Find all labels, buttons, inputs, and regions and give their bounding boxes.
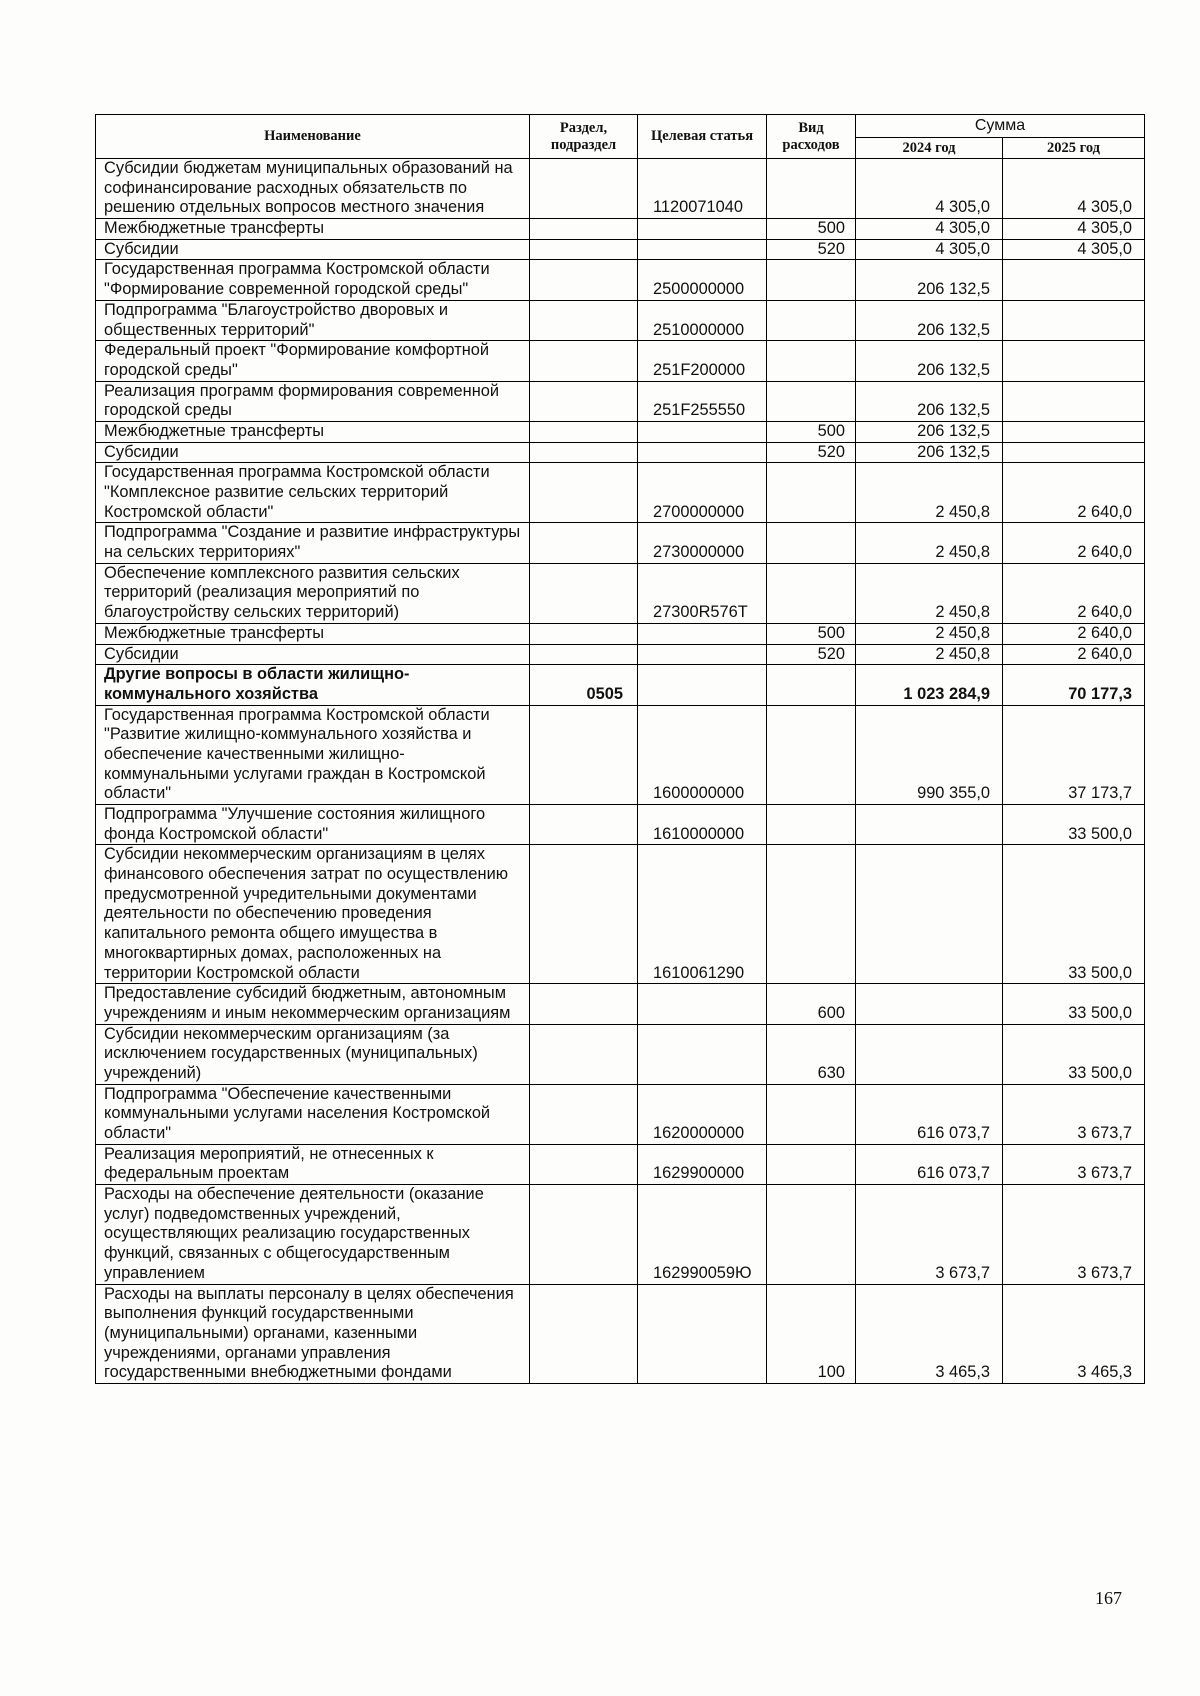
row-target-code xyxy=(638,623,767,644)
row-amount-2025 xyxy=(1003,442,1145,463)
row-expense-type xyxy=(767,300,856,340)
row-name: Межбюджетные трансферты xyxy=(96,219,530,240)
row-name: Подпрограмма "Обеспечение качественными коммунальными услугами населения Костромской области" xyxy=(96,1084,530,1144)
page-number: 167 xyxy=(1095,1588,1122,1608)
header-name: Наименование xyxy=(96,115,530,159)
row-amount-2024: 2 450,8 xyxy=(856,644,1003,665)
table-row xyxy=(96,463,1145,523)
row-expense-type xyxy=(767,665,856,705)
row-amount-2024: 616 073,7 xyxy=(856,1144,1003,1184)
row-amount-2024: 4 305,0 xyxy=(856,239,1003,260)
row-section xyxy=(530,1024,638,1084)
row-name: Межбюджетные трансферты xyxy=(96,623,530,644)
row-section xyxy=(530,1084,638,1144)
row-amount-2024: 616 073,7 xyxy=(856,1084,1003,1144)
table-row xyxy=(96,1024,1145,1084)
row-amount-2024: 2 450,8 xyxy=(856,463,1003,523)
row-name: Реализация мероприятий, не отнесенных к федеральным проектам xyxy=(96,1144,530,1184)
table-row xyxy=(96,523,1145,563)
row-amount-2025: 2 640,0 xyxy=(1003,644,1145,665)
table-row xyxy=(96,421,1145,442)
row-name: Государственная программа Костромской области "Развитие жилищно-коммунального хозяйства и обеспечение качественными жилищно-коммунальными услугами граждан в Костромской области" xyxy=(96,705,530,804)
row-amount-2024: 206 132,5 xyxy=(856,260,1003,300)
row-target-code xyxy=(638,1284,767,1383)
row-target-code xyxy=(638,442,767,463)
row-name: Государственная программа Костромской области "Комплексное развитие сельских территорий Костромской области" xyxy=(96,463,530,523)
row-amount-2024: 3 465,3 xyxy=(856,1284,1003,1383)
row-target-code: 1600000000 xyxy=(638,705,767,804)
budget-table xyxy=(95,114,1145,1384)
row-amount-2025: 3 673,7 xyxy=(1003,1144,1145,1184)
row-amount-2025 xyxy=(1003,341,1145,381)
row-name: Субсидии xyxy=(96,239,530,260)
row-expense-type: 500 xyxy=(767,623,856,644)
row-section xyxy=(530,563,638,623)
row-expense-type: 520 xyxy=(767,239,856,260)
row-section xyxy=(530,300,638,340)
header-sum: Сумма xyxy=(856,115,1145,138)
row-amount-2025 xyxy=(1003,421,1145,442)
row-expense-type xyxy=(767,1084,856,1144)
row-name: Другие вопросы в области жилищно-коммунального хозяйства xyxy=(96,665,530,705)
row-amount-2024: 990 355,0 xyxy=(856,705,1003,804)
table-row xyxy=(96,1284,1145,1383)
row-amount-2024: 2 450,8 xyxy=(856,623,1003,644)
row-amount-2024: 206 132,5 xyxy=(856,381,1003,421)
row-target-code: 251F255550 xyxy=(638,381,767,421)
row-expense-type xyxy=(767,463,856,523)
table-row xyxy=(96,665,1145,705)
row-name: Субсидии некоммерческим организациям в целях финансового обеспечения затрат по осуществлению предусмотренной учредительными документами деятельности по обеспечению проведения капитального ремонта общего имущества в многоквартирных домах, расположенных на территории Костромской области xyxy=(96,845,530,984)
row-name: Подпрограмма "Создание и развитие инфраструктуры на сельских территориях" xyxy=(96,523,530,563)
row-section xyxy=(530,159,638,219)
row-expense-type xyxy=(767,159,856,219)
row-expense-type xyxy=(767,1144,856,1184)
row-amount-2025: 2 640,0 xyxy=(1003,463,1145,523)
row-amount-2025: 2 640,0 xyxy=(1003,563,1145,623)
row-section xyxy=(530,341,638,381)
header-target: Целевая статья xyxy=(638,115,767,159)
row-section xyxy=(530,421,638,442)
row-name: Предоставление субсидий бюджетным, автономным учреждениям и иным некоммерческим организациям xyxy=(96,984,530,1024)
table-row xyxy=(96,442,1145,463)
row-amount-2024: 206 132,5 xyxy=(856,341,1003,381)
row-section xyxy=(530,1185,638,1284)
row-section xyxy=(530,260,638,300)
row-amount-2024 xyxy=(856,1024,1003,1084)
row-amount-2025: 4 305,0 xyxy=(1003,239,1145,260)
row-amount-2025: 33 500,0 xyxy=(1003,845,1145,984)
row-section xyxy=(530,442,638,463)
row-target-code: 162990059Ю xyxy=(638,1185,767,1284)
row-amount-2025: 3 673,7 xyxy=(1003,1084,1145,1144)
row-amount-2025: 70 177,3 xyxy=(1003,665,1145,705)
row-amount-2025: 2 640,0 xyxy=(1003,623,1145,644)
row-amount-2024: 206 132,5 xyxy=(856,442,1003,463)
header-section: Раздел, подраздел xyxy=(530,115,638,159)
table-row xyxy=(96,260,1145,300)
row-target-code xyxy=(638,665,767,705)
row-name: Государственная программа Костромской области "Формирование современной городской среды" xyxy=(96,260,530,300)
header-year-2024: 2024 год xyxy=(856,138,1003,159)
row-target-code: 1610061290 xyxy=(638,845,767,984)
row-section xyxy=(530,984,638,1024)
row-amount-2024: 3 673,7 xyxy=(856,1185,1003,1284)
row-target-code xyxy=(638,644,767,665)
row-section xyxy=(530,1284,638,1383)
row-expense-type xyxy=(767,523,856,563)
row-name: Субсидии xyxy=(96,644,530,665)
row-amount-2024 xyxy=(856,984,1003,1024)
row-section xyxy=(530,463,638,523)
row-target-code xyxy=(638,1024,767,1084)
row-target-code: 27300R576T xyxy=(638,563,767,623)
row-name: Подпрограмма "Улучшение состояния жилищного фонда Костромской области" xyxy=(96,805,530,845)
row-amount-2024: 2 450,8 xyxy=(856,563,1003,623)
row-target-code xyxy=(638,421,767,442)
row-expense-type xyxy=(767,260,856,300)
row-amount-2025: 4 305,0 xyxy=(1003,159,1145,219)
row-expense-type: 600 xyxy=(767,984,856,1024)
row-expense-type xyxy=(767,381,856,421)
row-target-code: 1620000000 xyxy=(638,1084,767,1144)
row-amount-2024: 4 305,0 xyxy=(856,219,1003,240)
table-row xyxy=(96,705,1145,804)
row-section xyxy=(530,219,638,240)
row-amount-2025: 33 500,0 xyxy=(1003,984,1145,1024)
row-expense-type: 630 xyxy=(767,1024,856,1084)
row-amount-2024: 4 305,0 xyxy=(856,159,1003,219)
row-section: 0505 xyxy=(530,665,638,705)
table-body xyxy=(96,159,1145,1384)
row-section xyxy=(530,805,638,845)
row-expense-type: 100 xyxy=(767,1284,856,1383)
row-section xyxy=(530,1144,638,1184)
table-row xyxy=(96,219,1145,240)
row-amount-2025: 33 500,0 xyxy=(1003,1024,1145,1084)
table-row xyxy=(96,563,1145,623)
row-name: Субсидии некоммерческим организациям (за исключением государственных (муниципальных) учреждений) xyxy=(96,1024,530,1084)
row-target-code: 251F200000 xyxy=(638,341,767,381)
row-amount-2024 xyxy=(856,805,1003,845)
row-name: Подпрограмма "Благоустройство дворовых и общественных территорий" xyxy=(96,300,530,340)
table-row xyxy=(96,159,1145,219)
row-expense-type: 500 xyxy=(767,219,856,240)
table-row xyxy=(96,623,1145,644)
row-expense-type xyxy=(767,805,856,845)
row-section xyxy=(530,623,638,644)
row-amount-2024: 1 023 284,9 xyxy=(856,665,1003,705)
row-amount-2025 xyxy=(1003,260,1145,300)
row-target-code xyxy=(638,219,767,240)
row-amount-2024: 206 132,5 xyxy=(856,421,1003,442)
row-target-code: 1120071040 xyxy=(638,159,767,219)
row-name: Реализация программ формирования современной городской среды xyxy=(96,381,530,421)
table-row xyxy=(96,644,1145,665)
row-name: Межбюджетные трансферты xyxy=(96,421,530,442)
row-expense-type: 520 xyxy=(767,442,856,463)
table-row xyxy=(96,1185,1145,1284)
row-target-code: 1629900000 xyxy=(638,1144,767,1184)
row-target-code: 2700000000 xyxy=(638,463,767,523)
row-target-code: 2500000000 xyxy=(638,260,767,300)
row-target-code: 2730000000 xyxy=(638,523,767,563)
row-amount-2024: 206 132,5 xyxy=(856,300,1003,340)
row-expense-type xyxy=(767,1185,856,1284)
row-amount-2025: 37 173,7 xyxy=(1003,705,1145,804)
row-expense-type: 500 xyxy=(767,421,856,442)
row-amount-2025: 4 305,0 xyxy=(1003,219,1145,240)
row-target-code xyxy=(638,239,767,260)
row-name: Федеральный проект "Формирование комфортной городской среды" xyxy=(96,341,530,381)
row-section xyxy=(530,845,638,984)
row-section xyxy=(530,381,638,421)
row-name: Расходы на обеспечение деятельности (оказание услуг) подведомственных учреждений, осуществляющих реализацию государственных функций, связанных с общегосударственным управлением xyxy=(96,1185,530,1284)
row-name: Обеспечение комплексного развития сельских территорий (реализация мероприятий по благоустройству сельских территорий) xyxy=(96,563,530,623)
table-row xyxy=(96,984,1145,1024)
row-target-code: 2510000000 xyxy=(638,300,767,340)
table-row xyxy=(96,805,1145,845)
header-year-2025: 2025 год xyxy=(1003,138,1145,159)
row-section xyxy=(530,644,638,665)
table-row xyxy=(96,300,1145,340)
row-name: Субсидии xyxy=(96,442,530,463)
row-amount-2025: 33 500,0 xyxy=(1003,805,1145,845)
row-amount-2025 xyxy=(1003,381,1145,421)
row-expense-type: 520 xyxy=(767,644,856,665)
row-amount-2024 xyxy=(856,845,1003,984)
row-expense-type xyxy=(767,563,856,623)
row-target-code xyxy=(638,984,767,1024)
row-section xyxy=(530,705,638,804)
row-section xyxy=(530,239,638,260)
row-expense-type xyxy=(767,845,856,984)
row-amount-2024: 2 450,8 xyxy=(856,523,1003,563)
table-row xyxy=(96,341,1145,381)
header-expense-type: Вид расходов xyxy=(767,115,856,159)
table-row xyxy=(96,845,1145,984)
table-row xyxy=(96,239,1145,260)
row-expense-type xyxy=(767,705,856,804)
row-name: Субсидии бюджетам муниципальных образований на софинансирование расходных обязательств по решению отдельных вопросов местного значения xyxy=(96,159,530,219)
row-target-code: 1610000000 xyxy=(638,805,767,845)
row-expense-type xyxy=(767,341,856,381)
row-amount-2025: 3 465,3 xyxy=(1003,1284,1145,1383)
row-amount-2025: 3 673,7 xyxy=(1003,1185,1145,1284)
table-row xyxy=(96,1144,1145,1184)
row-name: Расходы на выплаты персоналу в целях обеспечения выполнения функций государственными (муниципальными) органами, казенными учреждениями, органами управления государственными внебюджетными фондами xyxy=(96,1284,530,1383)
row-section xyxy=(530,523,638,563)
row-amount-2025: 2 640,0 xyxy=(1003,523,1145,563)
table-row xyxy=(96,1084,1145,1144)
table-row xyxy=(96,381,1145,421)
row-amount-2025 xyxy=(1003,300,1145,340)
